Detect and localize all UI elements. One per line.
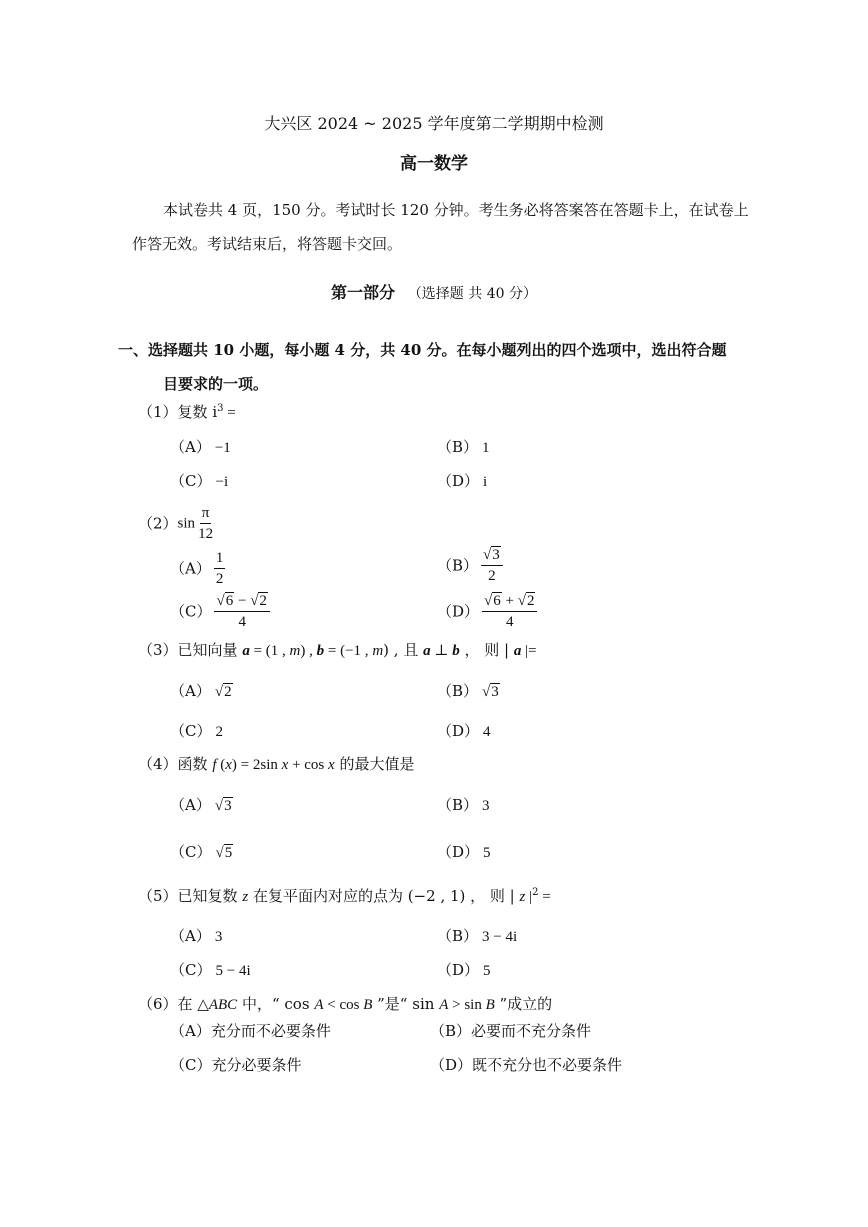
stem-text: ) , 且 — [383, 641, 424, 659]
numerator — [214, 594, 269, 612]
stem-text: ) , — [300, 643, 317, 659]
stem-text: 已知向量 — [177, 641, 243, 659]
variable-x: x — [225, 757, 232, 773]
operator: − — [234, 593, 251, 609]
sqrt: √3 — [482, 684, 499, 700]
question-5-option-a — [170, 929, 222, 945]
question-2-option-c — [170, 594, 273, 630]
question-2-option-a — [170, 551, 228, 587]
perp-symbol: ⊥ — [430, 643, 453, 659]
question-6-option-c: （C）充分必要条件 — [170, 1056, 302, 1074]
option-label: （B） — [437, 927, 479, 945]
option-label: （A） — [170, 438, 211, 456]
question-4-stem — [138, 757, 414, 773]
option-value: i — [483, 474, 488, 490]
question-3-option-a — [170, 684, 233, 700]
option-label: （A） — [170, 682, 211, 700]
question-number: （4） — [138, 755, 178, 773]
question-4-option-b — [437, 798, 490, 814]
variable-m: m — [289, 643, 301, 659]
option-label: （B） — [437, 438, 479, 456]
numerator: π — [200, 506, 212, 524]
question-3-option-b — [437, 684, 500, 700]
option-label: （A） — [170, 559, 211, 578]
option-value: 5 — [483, 845, 491, 861]
question-1-option-c — [170, 474, 228, 490]
option-label: （A） — [170, 927, 211, 945]
radicand: 2 — [526, 593, 535, 609]
stem-text: 在 △ — [177, 995, 209, 1013]
question-3-option-d — [437, 724, 491, 740]
variable-m: m — [372, 643, 384, 659]
question-2-option-b — [437, 548, 506, 584]
question-4-option-d — [437, 845, 491, 861]
fraction — [482, 594, 537, 630]
part-heading — [0, 285, 868, 301]
option-value: 1 — [482, 440, 490, 456]
question-5-option-d — [437, 963, 491, 979]
option-label: （A） — [170, 796, 211, 814]
option-label: （C） — [170, 843, 212, 861]
stem-text: |= — [521, 643, 537, 659]
variable-z: z — [519, 889, 526, 905]
option-value: −i — [215, 474, 229, 490]
vector-b: b — [316, 643, 325, 659]
question-4-option-a — [170, 798, 233, 814]
option-value: 3 — [214, 929, 223, 945]
option-label: （D） — [437, 472, 480, 490]
variable-x: x — [281, 757, 289, 773]
part-desc: （选择题 共 40 分） — [407, 286, 537, 302]
section-heading-line-2: 目要求的一项。 — [163, 375, 269, 393]
option-value: −1 — [214, 440, 231, 456]
stem-text: 的最大值是 — [334, 755, 415, 773]
fraction — [214, 551, 226, 587]
question-3-option-c — [170, 724, 223, 740]
radicand: 2 — [259, 593, 267, 609]
option-value: 3 — [482, 798, 490, 814]
option-label: （C） — [170, 722, 212, 740]
option-label: （B） — [437, 556, 479, 575]
option-label: （C） — [170, 602, 212, 621]
stem-text: ) = 2sin — [231, 757, 282, 773]
stem-text: 已知复数 — [177, 887, 243, 905]
question-1-option-d — [437, 474, 487, 490]
numerator: 1 — [214, 551, 226, 569]
question-1-stem — [138, 405, 236, 421]
radicand: 3 — [492, 547, 500, 563]
exam-subtitle: 高一数学 — [400, 154, 468, 174]
denominator: 4 — [238, 614, 246, 630]
radicand: 6 — [493, 593, 501, 609]
radicand: 2 — [224, 684, 232, 700]
variable-b: B — [363, 997, 373, 1013]
denominator: 4 — [506, 614, 514, 630]
intro-line-1: 本试卷共 4 页，150 分。考试时长 120 分钟。考生务必将答案答在答题卡上，在试卷上 — [163, 201, 749, 219]
stem-text: = (−1 , — [324, 643, 373, 659]
question-6-option-a: （A）充分而不必要条件 — [170, 1022, 331, 1040]
sin-text: sin — [177, 515, 196, 532]
question-number: （2） — [138, 514, 178, 533]
question-1-option-b — [437, 440, 490, 456]
stem-text: 在复平面内对应的点为 (−2 , 1) ， 则 | — [248, 887, 520, 905]
question-5-stem — [138, 889, 551, 905]
sqrt: √6 — [216, 593, 234, 609]
sqrt: √6 — [484, 593, 501, 609]
stem-text: ( — [216, 757, 226, 773]
option-label: （D） — [437, 843, 480, 861]
fraction — [198, 506, 213, 542]
sqrt: √2 — [214, 684, 232, 700]
question-2-stem — [138, 506, 216, 542]
question-number: （1） — [138, 403, 178, 421]
option-label: （D） — [437, 602, 480, 621]
option-value: 5 — [483, 963, 491, 979]
section-heading-line-1: 一、选择题共 10 小题，每小题 4 分，共 40 分。在每小题列出的四个选项中，选出符合题 — [118, 341, 727, 359]
question-5-option-b — [437, 929, 517, 945]
stem-text: | — [525, 889, 533, 905]
stem-text: ”成立的 — [494, 995, 553, 1013]
option-label: （D） — [437, 722, 480, 740]
question-number: （5） — [138, 887, 178, 905]
option-value: 2 — [215, 724, 223, 740]
denominator: 2 — [488, 568, 496, 584]
variable-b: B — [485, 997, 495, 1013]
stem-text: 中，“ cos — [237, 995, 315, 1013]
radicand: 3 — [224, 798, 232, 814]
question-3-stem — [138, 643, 537, 659]
intro-line-2: 作答无效。考试结束后，将答题卡交回。 — [132, 235, 403, 253]
sqrt: √2 — [517, 593, 535, 609]
variable-a: A — [439, 997, 449, 1013]
sqrt: √3 — [483, 547, 500, 563]
vector-b: b — [452, 643, 460, 659]
operator: + — [501, 593, 518, 609]
stem-text: = (1 , — [249, 643, 290, 659]
variable-x: x — [328, 757, 335, 773]
fraction — [481, 548, 503, 584]
option-label: （C） — [170, 472, 212, 490]
stem-text: = — [538, 889, 551, 905]
vector-a: a — [242, 643, 250, 659]
question-6-option-b: （B）必要而不充分条件 — [430, 1022, 592, 1040]
function-f: f — [212, 757, 217, 773]
option-label: （B） — [437, 682, 479, 700]
fraction — [214, 594, 269, 630]
question-6-stem — [138, 997, 552, 1013]
part-name: 第一部分 — [331, 283, 396, 302]
stem-text: 函数 — [177, 755, 213, 773]
radicand: 3 — [491, 684, 499, 700]
question-number: （6） — [138, 995, 178, 1013]
stem-text: ”是“ sin — [372, 995, 440, 1013]
question-1-option-a — [170, 440, 231, 456]
exam-title: 大兴区 2024 ~ 2025 学年度第二学期期中检测 — [264, 114, 604, 133]
radicand: 6 — [225, 593, 234, 609]
exponent: 2 — [532, 887, 539, 898]
stem-text: 复数 i — [177, 403, 218, 421]
sqrt: √2 — [250, 593, 267, 609]
option-value: 3 − 4i — [482, 929, 518, 945]
stem-text: < cos — [323, 997, 364, 1013]
denominator: 12 — [198, 526, 214, 542]
variable-z: z — [242, 889, 249, 905]
vector-a: a — [513, 643, 522, 659]
sqrt: √5 — [215, 845, 233, 861]
option-value: 5 − 4i — [215, 963, 251, 979]
vector-a: a — [423, 643, 431, 659]
question-5-option-c — [170, 963, 251, 979]
sqrt: √3 — [214, 798, 232, 814]
question-2-option-d — [437, 594, 540, 630]
triangle-abc: ABC — [208, 997, 238, 1013]
denominator: 2 — [215, 571, 224, 587]
stem-text: + cos — [288, 757, 329, 773]
option-label: （B） — [437, 796, 479, 814]
numerator — [482, 594, 537, 612]
radicand: 5 — [224, 845, 233, 861]
numerator — [481, 548, 503, 566]
question-number: （3） — [138, 641, 178, 659]
option-label: （C） — [170, 961, 212, 979]
question-4-option-c — [170, 845, 233, 861]
stem-text: ， 则 | — [459, 641, 514, 659]
option-value: 4 — [483, 724, 491, 740]
question-6-option-d: （D）既不充分也不必要条件 — [430, 1056, 623, 1074]
variable-a: A — [314, 997, 324, 1013]
exponent: 3 — [217, 403, 224, 414]
stem-text: > sin — [448, 997, 486, 1013]
equals-sign: = — [223, 405, 236, 421]
option-label: （D） — [437, 961, 480, 979]
